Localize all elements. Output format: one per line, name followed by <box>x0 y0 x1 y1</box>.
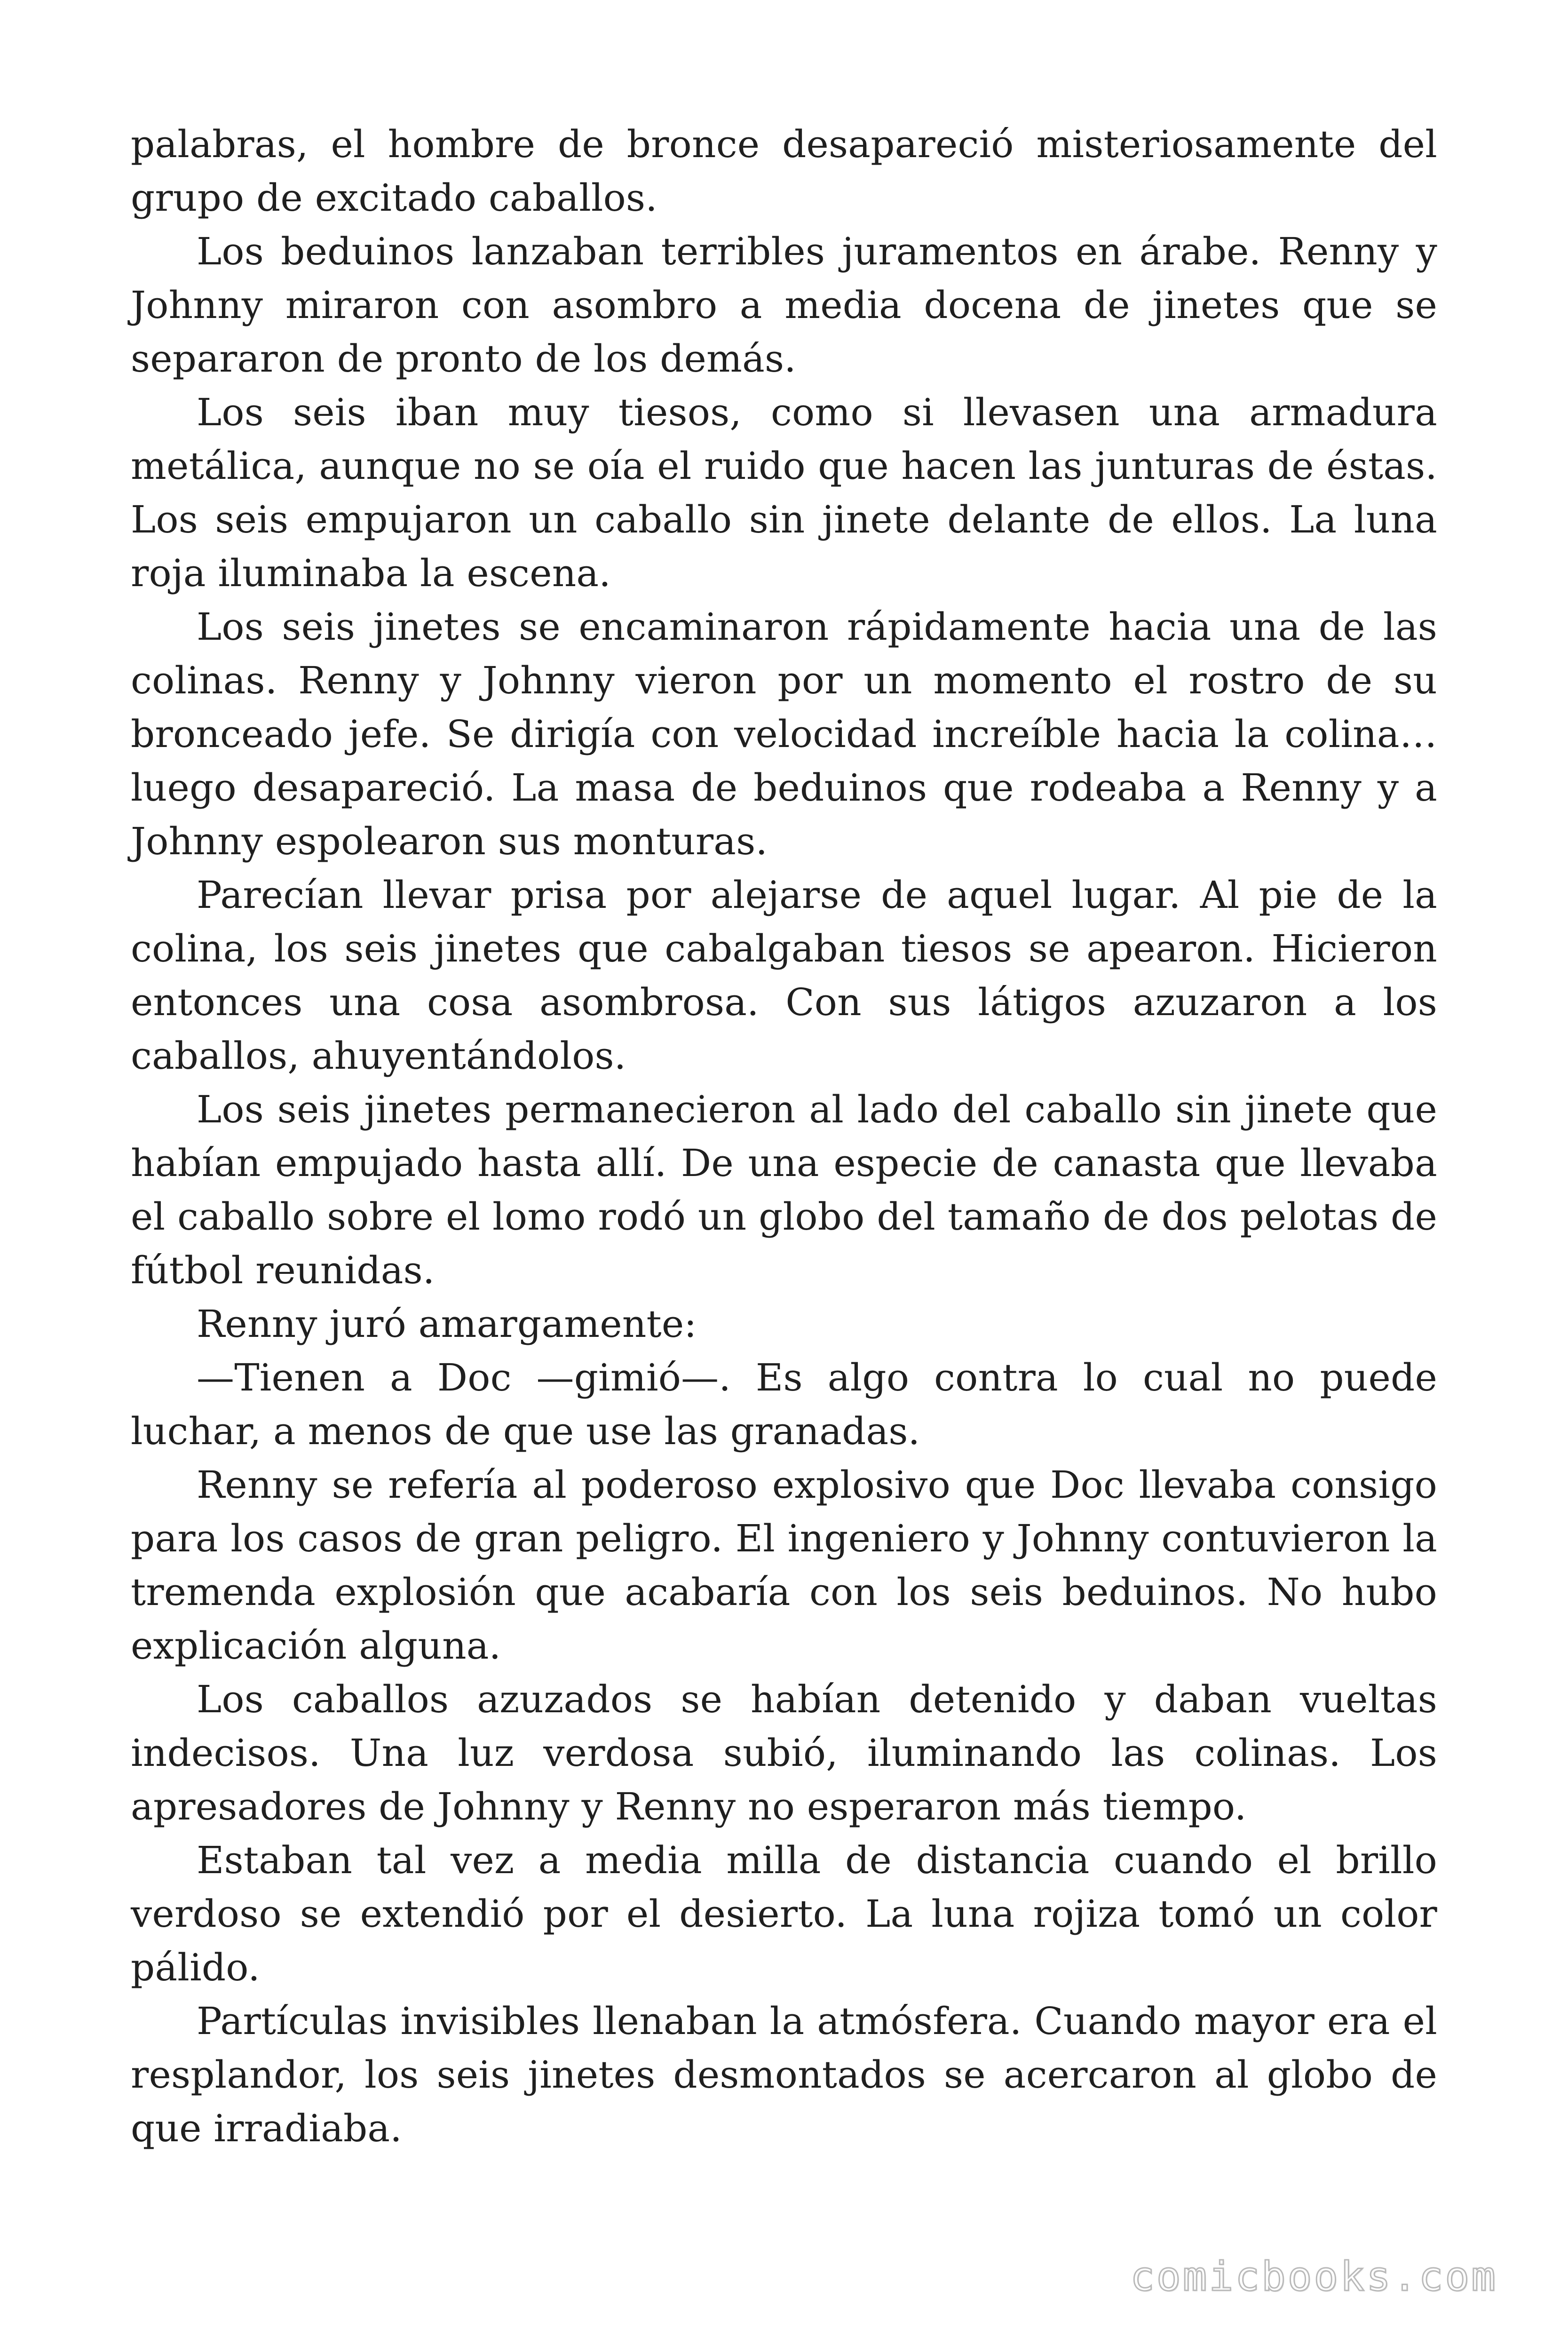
paragraph: Renny juró amargamente: <box>197 1302 697 1346</box>
paragraph: Los caballos azuzados se habían detenido y daban vueltas indecisos. Una luz verdosa subió, iluminando las colinas. Los apresadores de Johnny y Renny no esperaron más tiempo. <box>131 1677 1437 1828</box>
body-text <box>131 118 1437 2155</box>
paragraph: Estaban tal vez a media milla de distancia cuando el brillo verdoso se extendió por el desierto. La luna rojiza tomó un color pálido. <box>131 1838 1437 1989</box>
paragraph: Parecían llevar prisa por alejarse de aquel lugar. Al pie de la colina, los seis jinetes que cabalgaban tiesos se apearon. Hicieron entonces una cosa asombrosa. Con sus látigos azuzaron a los caballos, ahuyentándolos. <box>131 873 1437 1078</box>
paragraph: palabras, el hombre de bronce desapareció misteriosamente del grupo de excitado caballos. <box>131 122 1437 220</box>
paragraph: Los seis iban muy tiesos, como si llevasen una armadura metálica, aunque no se oía el ruido que hacen las junturas de éstas. Los seis empujaron un caballo sin jinete delante de ellos. La luna roja iluminaba la escena. <box>131 390 1437 595</box>
paragraph: Renny se refería al poderoso explosivo que Doc llevaba consigo para los casos de gran peligro. El ingeniero y Johnny contuvieron la tremenda explosión que acabaría con los seis beduinos. No hubo explicación alguna. <box>131 1463 1437 1668</box>
paragraph: Los seis jinetes permanecieron al lado del caballo sin jinete que habían empujado hasta allí. De una especie de canasta que llevaba el caballo sobre el lomo rodó un globo del tamaño de dos pelotas de fútbol reunidas. <box>131 1088 1437 1292</box>
paragraph: Los seis jinetes se encaminaron rápidamente hacia una de las colinas. Renny y Johnny vieron por un momento el rostro de su bronceado jefe. Se dirigía con velocidad increíble hacia la colina… luego desapareció. La masa de beduinos que rodeaba a Renny y a Johnny espolearon sus monturas. <box>131 605 1437 863</box>
watermark: comicbooks.com <box>1130 2253 1497 2300</box>
paragraph: —Tienen a Doc —gimió—. Es algo contra lo cual no puede luchar, a menos de que use las granadas. <box>131 1356 1437 1453</box>
paragraph: Los beduinos lanzaban terribles juramentos en árabe. Renny y Johnny miraron con asombro a media docena de jinetes que se separaron de pronto de los demás. <box>131 230 1437 381</box>
paragraph: Partículas invisibles llenaban la atmósfera. Cuando mayor era el resplandor, los seis jinetes desmontados se acercaron al globo de que irradiaba. <box>131 1999 1437 2150</box>
